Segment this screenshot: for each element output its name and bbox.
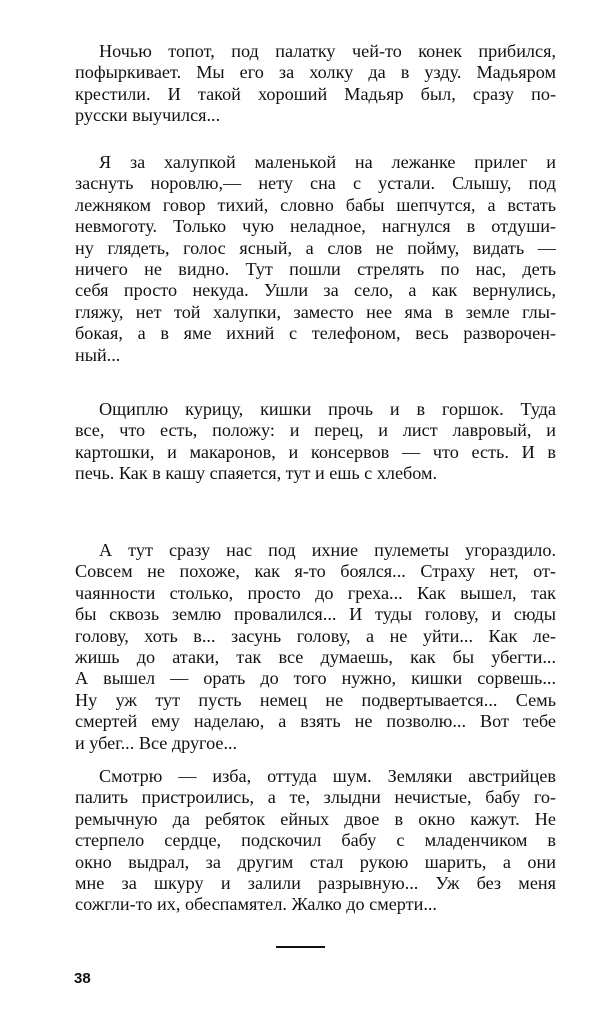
text-line: А вышел — орать до того нужно, кишки сорвешь... — [75, 668, 556, 689]
text-line: невмоготу. Только чую неладное, нагнулся в отдуши- — [75, 216, 556, 237]
text-line: Ночью топот, под палатку чей-то конек прибился, — [99, 41, 556, 61]
text-line: ничего не видно. Тут пошли стрелять по нас, деть — [75, 258, 556, 279]
page-number: 38 — [74, 970, 91, 987]
text-line: чаянности столько, просто до греха... Как вышел, так — [75, 582, 556, 603]
text-line: смертей ему наделаю, а взять не позволю... Вот тебе — [75, 711, 556, 732]
text-line: окно выдрал, за другим стал рукою шарить, а они — [75, 851, 556, 872]
text-line: ный... — [75, 344, 121, 365]
paragraph-3 — [75, 399, 556, 485]
text-line: голову, хоть в... засунь голову, а не уйти... Как ле- — [75, 625, 556, 646]
text-line: пофыркивает. Мы его за холку да в узду. Мадьяром — [75, 62, 556, 83]
text-line: жишь до атаки, так все думаешь, как бы убегти... — [75, 646, 556, 667]
text-line: русски выучился... — [75, 105, 221, 126]
text-line: Совсем не похоже, как я-то боялся... Страху нет, от- — [75, 561, 556, 582]
text-line: ремычную да ребяток ейных двое в окно кажут. Не — [75, 808, 556, 829]
section-end-rule — [276, 946, 325, 948]
paragraph-1 — [75, 41, 556, 127]
text-line: гляжу, нет той халупки, заместо нее яма в земле глы- — [75, 301, 556, 322]
text-line: себя просто некуда. Ушли за село, а как вернулись, — [75, 280, 556, 301]
text-line: крестили. И такой хороший Мадьяр был, сразу по- — [75, 83, 556, 104]
text-line: бокая, а в яме ихний с телефоном, весь разворочен- — [75, 323, 556, 344]
text-line: бы сквозь землю провалился... И туды голову, и сюды — [75, 604, 556, 625]
text-line: ну глядеть, голос ясный, а слов не пойму, видать — — [75, 237, 556, 258]
text-line: стерпело сердце, подскочил бабу с младенчиком в — [75, 830, 556, 851]
text-line: картошки, и макаронов, и консервов — что есть. И в — [75, 441, 556, 462]
text-line: мне за шкуру и залили разрывную... Уж без меня — [75, 872, 556, 893]
text-line: Ощиплю курицу, кишки прочь и в горшок. Туда — [99, 399, 556, 419]
text-line: и убег... Все другое... — [75, 732, 238, 753]
text-line: А тут сразу нас под ихние пулеметы угораздило. — [99, 540, 556, 560]
text-line: печь. Как в кашу спаяется, тут и ешь с хлебом. — [75, 463, 438, 484]
text-line: Смотрю — изба, оттуда шум. Земляки австрийцев — [99, 766, 556, 786]
text-line: лежняком говор тихий, словно бабы шепчутся, а встать — [75, 194, 556, 215]
text-line: палить пристроились, а те, злыдни нечистые, бабу го- — [75, 787, 556, 808]
paragraph-2 — [75, 152, 556, 366]
text-line: все, что есть, положу: и перец, и лист лавровый, и — [75, 420, 556, 441]
paragraph-4 — [75, 540, 556, 754]
text-line: Я за халупкой маленькой на лежанке прилег и — [99, 152, 556, 172]
paragraph-5 — [75, 766, 556, 916]
text-line: Ну уж тут пусть немец не подвертывается... Семь — [75, 689, 556, 710]
text-line: сожгли-то их, обеспамятел. Жалко до смерти... — [75, 894, 437, 915]
text-line: заснуть норовлю,— нету сна с устали. Слышу, под — [75, 173, 556, 194]
